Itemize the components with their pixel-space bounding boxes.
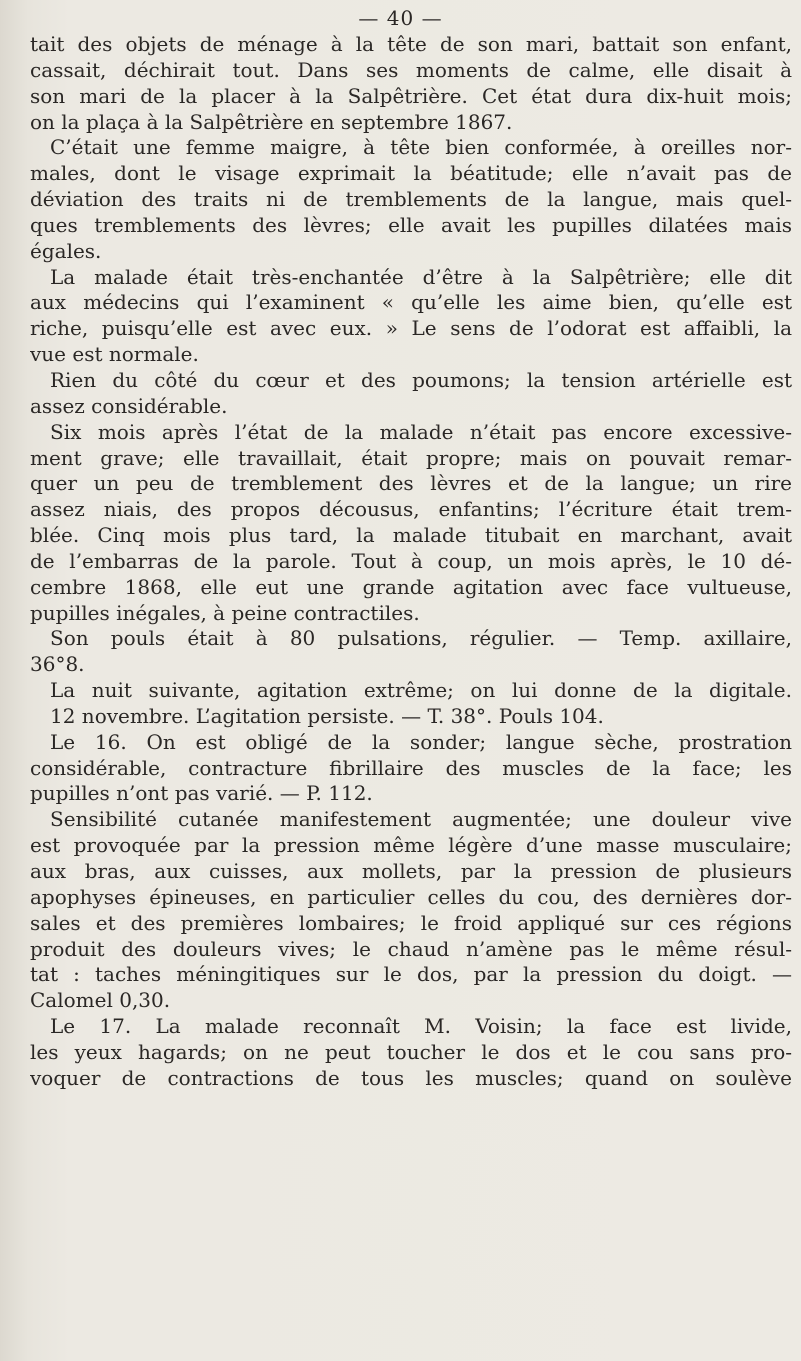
text-line: ques tremblements des lèvres; elle avait les pupilles dilatées mais xyxy=(30,212,792,237)
text-line: produit des douleurs vives; le chaud n’amène pas le même résul- xyxy=(30,936,792,961)
text-line: cassait, déchirait tout. Dans ses moments de calme, elle disait à xyxy=(30,57,792,82)
text-line: Son pouls était à 80 pulsations, régulier. — Temp. axillaire, xyxy=(50,626,792,651)
text-line: Sensibilité cutanée manifestement augmentée; une douleur vive xyxy=(50,807,792,832)
text-line: C’était une femme maigre, à tête bien conformée, à oreilles nor- xyxy=(50,135,792,160)
text-line: son mari de la placer à la Salpêtrière. Cet état dura dix-huit mois; xyxy=(30,83,792,108)
text-line: assez considérable. xyxy=(30,393,228,418)
text-line: Rien du côté du cœur et des poumons; la tension artérielle est xyxy=(50,367,792,392)
text-line: aux médecins qui l’examinent « qu’elle les aime bien, qu’elle est xyxy=(30,290,792,315)
text-line: assez niais, des propos décousus, enfantins; l’écriture était trem- xyxy=(30,497,792,522)
text-line: ment grave; elle travaillait, était propre; mais on pouvait remar- xyxy=(30,445,792,470)
text-line: Six mois après l’état de la malade n’était pas encore excessive- xyxy=(50,419,792,444)
text-line: vue est normale. xyxy=(30,342,199,367)
text-line: est provoquée par la pression même légère d’une masse musculaire; xyxy=(30,833,792,858)
text-line: tait des objets de ménage à la tête de son mari, battait son enfant, xyxy=(30,32,792,56)
text-line: égales. xyxy=(30,238,102,263)
text-line: 12 novembre. L’agitation persiste. — T. 38°. Pouls 104. xyxy=(50,703,604,728)
text-line: aux bras, aux cuisses, aux mollets, par la pression de plusieurs xyxy=(30,859,792,883)
text-line: quer un peu de tremblement des lèvres et de la langue; un rire xyxy=(30,471,792,496)
body-text xyxy=(30,32,792,1092)
text-line: Le 16. On est obligé de la sonder; langue sèche, prostration xyxy=(50,729,792,754)
text-line: La malade était très-enchantée d’être à la Salpêtrière; elle dit xyxy=(50,264,792,289)
text-line: de l’embarras de la parole. Tout à coup, un mois après, le 10 dé- xyxy=(30,548,792,573)
text-line: 36°8. xyxy=(30,652,85,677)
text-line: apophyses épineuses, en particulier celles du cou, des dernières dor- xyxy=(30,884,792,909)
text-line: Calomel 0,30. xyxy=(30,988,171,1013)
text-line: considérable, contracture fibrillaire des muscles de la face; les xyxy=(30,755,792,780)
text-line: déviation des traits ni de tremblements de la langue, mais quel- xyxy=(30,187,792,212)
text-line: les yeux hagards; on ne peut toucher le dos et le cou sans pro- xyxy=(30,1039,792,1064)
text-line: cembre 1868, elle eut une grande agitation avec face vultueuse, xyxy=(30,574,792,599)
page-number: — 40 — xyxy=(358,6,443,30)
text-line: voquer de contractions de tous les muscles; quand on soulève xyxy=(30,1065,792,1090)
text-line: pupilles n’ont pas varié. — P. 112. xyxy=(30,781,373,806)
text-line: blée. Cinq mois plus tard, la malade titubait en marchant, avait xyxy=(30,523,792,548)
text-line: tat : taches méningitiques sur le dos, par la pression du doigt. — xyxy=(30,962,792,987)
text-line: sales et des premières lombaires; le froid appliqué sur ces régions xyxy=(30,910,792,935)
text-line: riche, puisqu’elle est avec eux. » Le sens de l’odorat est affaibli, la xyxy=(30,316,792,341)
text-line: on la plaça à la Salpêtrière en septembre 1867. xyxy=(30,109,513,134)
text-line: pupilles inégales, à peine contractiles. xyxy=(30,600,420,625)
text-line: Le 17. La malade reconnaît M. Voisin; la face est livide, xyxy=(50,1014,792,1039)
text-line: males, dont le visage exprimait la béatitude; elle n’avait pas de xyxy=(30,161,792,186)
text-line: La nuit suivante, agitation extrême; on lui donne de la digitale. xyxy=(50,678,792,703)
